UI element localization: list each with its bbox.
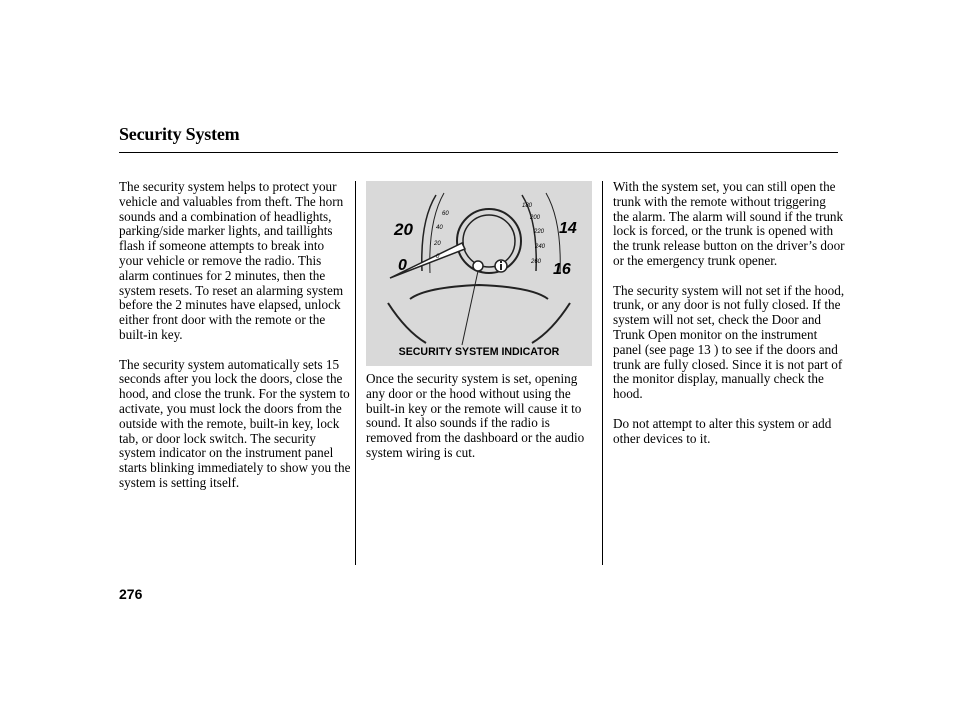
column-middle — [366, 372, 598, 476]
panel-hood-line — [410, 285, 548, 299]
right-big-label: 14 — [559, 220, 577, 237]
left-big-label: 0 — [398, 257, 407, 274]
page-title: Security System — [119, 124, 240, 144]
column-left — [119, 180, 351, 506]
paragraph: Do not attempt to alter this system or add other devices to it. — [613, 415, 832, 446]
figure-caption: SECURITY SYSTEM INDICATOR — [398, 346, 560, 358]
center-dial-outer — [457, 209, 521, 273]
right-small-label: 260 — [531, 259, 542, 265]
left-big-label: 20 — [394, 220, 413, 239]
security-indicator-light — [473, 261, 483, 271]
panel-curve-right — [532, 303, 570, 343]
right-big-label: 16 — [553, 261, 571, 278]
indicator-leader-line — [462, 271, 478, 345]
left-small-label: 20 — [434, 241, 441, 247]
instrument-panel-figure — [366, 181, 592, 366]
right-small-label: 220 — [534, 229, 545, 235]
paragraph: The security system helps to protect your vehicle and valuables from theft. The horn sounds and a combination of headlights, parking/side marker lights, and taillights flash if someone attempts to break into your vehicle or remove the radio. This alarm continues for 2 minutes, then the system resets. To reset an alarming system before the 2 minutes have elapsed, unlock either front door with the remote or the built-in key. — [119, 179, 344, 342]
left-small-label: 60 — [442, 211, 449, 217]
info-indicator-dot — [500, 261, 502, 263]
column-divider — [602, 181, 603, 565]
info-indicator-glyph — [500, 264, 502, 270]
instrument-panel-illustration — [366, 181, 592, 366]
left-small-label: 0 — [436, 254, 440, 260]
page-number: 276 — [119, 586, 143, 602]
left-small-label: 40 — [436, 225, 443, 231]
paragraph: The security system will not set if the hood, trunk, or any door is not fully closed. If the system will not set, check the Door and Trunk Open monitor on the instrument panel (see page 13 ) to see if the doors and trunk are fully closed. Since it is not part of the monitor display, manually check the hood. — [613, 282, 845, 402]
title-divider — [119, 152, 838, 153]
paragraph: Once the security system is set, opening any door or the hood without using the built-in key or the remote will cause it to sound. It also sounds if the radio is removed from the dashboard or the audio system wiring is cut. — [366, 371, 585, 460]
paragraph: With the system set, you can still open the trunk with the remote without triggering the alarm. The alarm will sound if the trunk lock is forced, or the trunk is opened with the trunk release button on the driver’s door or the emergency trunk opener. — [613, 179, 845, 268]
right-small-label: 200 — [530, 215, 541, 221]
panel-curve-left — [388, 303, 426, 343]
column-divider — [355, 181, 356, 565]
column-right — [613, 180, 845, 461]
paragraph: The security system automatically sets 15 seconds after you lock the doors, close the hood, and close the trunk. For the system to activate, you must lock the doors from the outside with the remote, built-in key, lock tab, or door lock switch. The security system indicator on the instrument panel starts blinking immediately to show you the system is setting itself. — [119, 356, 351, 490]
center-dial-inner — [463, 215, 515, 267]
right-small-label: 180 — [522, 203, 533, 209]
right-small-label: 240 — [535, 244, 546, 250]
